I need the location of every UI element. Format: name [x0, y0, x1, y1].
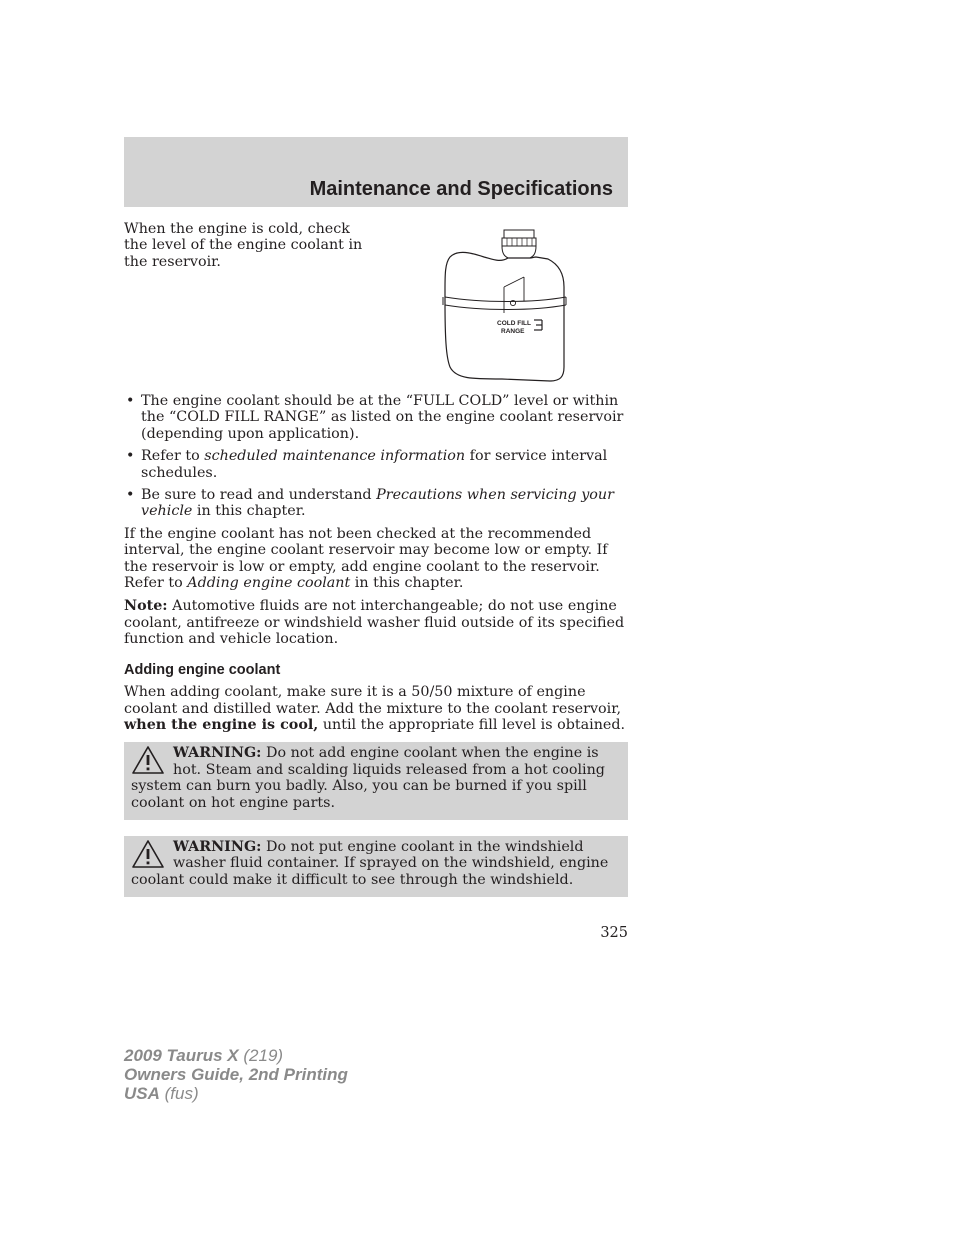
bullet-list — [124, 393, 628, 520]
header-band — [124, 137, 628, 207]
warning-box: WARNING: Do not add engine coolant when the engine is hot. Steam and scalding liquids released from a hot cooling system can burn you badly. Also, you can be burned if you spill coolant on hot engine parts. — [124, 742, 628, 820]
cold-fill-label-2: RANGE — [501, 328, 525, 335]
reference-link-text: Precautions when servicing your vehicle — [141, 487, 614, 520]
coolant-reservoir-figure — [442, 227, 572, 385]
page-number: 325 — [600, 925, 628, 941]
emphasis-text: when the engine is cool, — [124, 716, 319, 733]
cold-fill-label-1: COLD FILL — [497, 320, 531, 327]
warning-triangle-icon — [131, 745, 165, 775]
list-item: • Be sure to read and understand Precautions when servicing your vehicle in this chapter. — [124, 487, 628, 520]
footer-line: 2009 Taurus X (219) — [124, 1046, 284, 1065]
paragraph: When adding coolant, make sure it is a 50/50 mixture of engine coolant and distilled water. Add the mixture to the coolant reservoir, when the engine is cool, until the appropriate fill level is obtained. — [124, 684, 626, 733]
paragraph: If the engine coolant has not been checked at the recommended interval, the engine coolant reservoir may become low or empty. If the reservoir is low or empty, add engine coolant to the reservoir. Refer to Adding engine coolant in this chapter. — [124, 525, 608, 592]
note-label: Note: — [124, 598, 168, 615]
note-paragraph: Note: Automotive fluids are not interchangeable; do not use engine coolant, antifreeze or windshield washer fluid outside of its specified function and vehicle location. — [124, 598, 625, 648]
list-item: • Refer to scheduled maintenance information for service interval schedules. — [124, 448, 628, 481]
footer-line: Owners Guide, 2nd Printing — [124, 1065, 348, 1084]
page-title: Maintenance and Specifications — [309, 178, 613, 200]
warning-label: WARNING: — [173, 838, 262, 855]
footer-line: USA (fus) — [124, 1084, 199, 1103]
intro-text: When the engine is cold, check the level of the engine coolant in the reservoir. — [124, 221, 363, 270]
warning-label: WARNING: — [173, 745, 262, 762]
list-item: • The engine coolant should be at the “FULL COLD” level or within the “COLD FILL RANGE” as listed on the engine coolant reservoir (depending upon application). — [124, 393, 628, 442]
main-content — [124, 221, 628, 897]
footer — [124, 1046, 348, 1103]
section-heading: Adding engine coolant — [124, 661, 281, 678]
warning-triangle-icon — [131, 839, 165, 869]
reference-link-text: Adding engine coolant — [187, 575, 351, 592]
warning-box: WARNING: Do not put engine coolant in the windshield washer fluid container. If sprayed on the windshield, engine coolant could make it difficult to see through the windshield. — [124, 836, 628, 897]
reference-link-text: scheduled maintenance information — [204, 448, 466, 465]
